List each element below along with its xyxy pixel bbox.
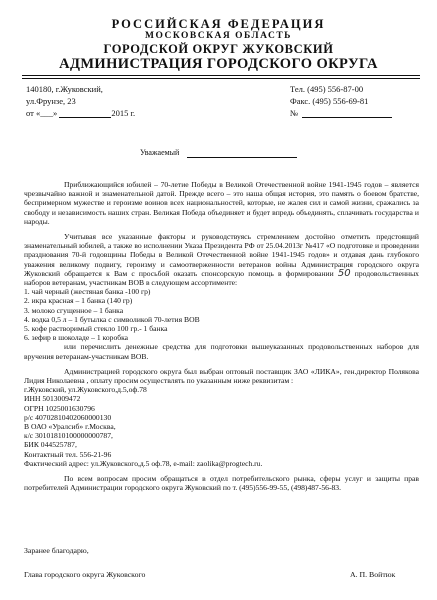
date-month-blank [59, 117, 111, 118]
paragraph-request [24, 232, 419, 287]
requisite-line: БИК 044525787, [24, 440, 77, 450]
requisite-line: г.Жуковский, ул.Жуковского,д.5,оф.78 [24, 385, 147, 395]
requisites-list [24, 385, 419, 468]
list-item: 4. водка 0,5 л – 1 бутылка с символикой 70-летия ВОВ [24, 314, 200, 324]
greeting [140, 148, 297, 158]
requisite-line: к/с 30101810100000000787, [24, 431, 113, 441]
paragraph-contacts: По всем вопросам просим обращаться в отдел потребительского рынка, сферы услуг и защиты прав потребителей Администрации городского округа Жуковский по т. (495)556-99-55, (498)487-56-83. [24, 474, 419, 493]
requisite-line: Контактный тел. 556-21-96 [24, 449, 112, 459]
header-region: МОСКОВСКАЯ ОБЛАСТЬ [145, 31, 292, 41]
address-street: ул.Фрунзе, 23 [26, 96, 76, 106]
date-year: 2015 г. [111, 108, 136, 118]
letter-body [24, 180, 419, 493]
list-item: 6. зефир в шоколаде – 1 коробка [24, 333, 129, 343]
date-prefix: от «___» [26, 108, 60, 118]
address-postal: 140180, г.Жуковский, [26, 84, 103, 94]
header-rule-bottom [22, 78, 420, 79]
list-item: 2. икра красная – 1 банка (140 гр) [24, 296, 133, 306]
list-item: 3. молоко сгущенное – 1 банка [24, 305, 124, 315]
paragraph-alternative: или перечислить денежные средства для подготовки вышеуказанных продовольственных наборов для вручения ветеранам-участникам ВОВ. [24, 342, 419, 361]
addressee-blank [187, 157, 297, 158]
handwritten-count: 50 [337, 267, 351, 279]
letter-number [290, 108, 392, 118]
closing-thanks: Заранее благодарю, [24, 546, 89, 555]
header-district: ГОРОДСКОЙ ОКРУГ ЖУКОВСКИЙ [103, 42, 334, 56]
header-country: РОССИЙСКАЯ ФЕДЕРАЦИЯ [111, 17, 326, 31]
signatory-position: Глава городского округа Жуковского [24, 570, 146, 579]
signatory-name: А. П. Войтюк [350, 570, 396, 579]
number-blank [302, 117, 392, 118]
letter-date [26, 108, 135, 118]
list-item: 1. чай черный (жестяная банка -100 гр) [24, 287, 151, 297]
requisite-line: Фактический адрес: ул.Жуковского,д.5 оф.78, e-mail: zaolika@progtech.ru. [24, 458, 263, 468]
paragraph-supplier: Администрацией городского округа был выбран оптовый поставщик ЗАО «ЛИКА», ген.директор Полякова Лидия Николаевна , оплату просим осуществлять по указанным ниже реквизитам : [24, 366, 419, 386]
request-text-end: продовольственных наборов ветеранам, участникам ВОВ в следующем ассортименте: [24, 268, 419, 288]
assortment-list [24, 287, 419, 342]
request-text: Учитывая все указанные факторы и руководствуясь стремлением достойно отметить предстоящий знаменательный юбилей, а также во исполнении Указа Президента РФ от 25.04.2013г №417 «О подготовке и проведении празднования 70-й годовщины Победы в Великой Отечественной войне 1941-1945 годов» и отдавая дань глубокого уважения великому подвигу, героизму и самоотверженности ветеранов войны Администрация городского округа Жуковский обращается к Вам с просьбой оказать спонсорскую помощь в формировании [24, 232, 419, 278]
requisite-line: р/с 40702810402060000130 [24, 412, 112, 422]
contact-tel: Тел. (495) 556-87-00 [290, 84, 364, 94]
requisite-line: В ОАО «Уралсиб» г.Москва, [24, 422, 116, 432]
number-sign: № [290, 108, 299, 118]
header-administration: АДМИНИСТРАЦИЯ ГОРОДСКОГО ОКРУГА [59, 56, 378, 72]
requisite-line: ОГРН 1025001630796 [24, 403, 95, 413]
paragraph-intro: Приближающийся юбилей – 70-летие Победы в Великой Отечественной войне 1941-1945 годов – является чрезвычайно важной и знаменательной датой. Прежде всего – это наша общая история, это память о боевом братстве, беспримерном мужестве и героизме воинов всех национальностей, которые, не жалея сил и самой жизни, сражались за свободу и независимость наших стран. Великая Победа объединяет и будет впредь объединять, сплачивать государства и народы. [24, 180, 419, 226]
header-rule-top [22, 75, 420, 76]
greeting-word: Уважаемый [140, 148, 180, 157]
list-item: 5. кофе растворимый стекло 100 гр.- 1 банка [24, 324, 168, 334]
requisite-line: ИНН 5013009472 [24, 394, 81, 404]
contact-fax: Факс. (495) 556-69-81 [290, 96, 369, 106]
